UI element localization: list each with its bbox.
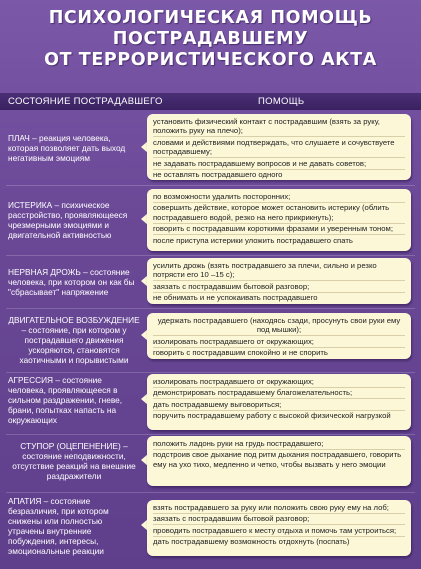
title-line-2: ПОСТРАДАВШЕМУ	[112, 29, 309, 49]
help-agitation	[147, 313, 411, 359]
help-item: совершить действие, которое может остановить истерику (облить пострадавшего водой, резко на него прикрикнуть);	[153, 203, 405, 224]
page-title	[0, 8, 421, 71]
help-item: демонстрировать пострадавшему благожелательность;	[153, 388, 405, 400]
help-item: не оставлять пострадавшего одного	[153, 170, 283, 179]
state-hysteria: ИСТЕРИКА – психическое расстройство, проявляющееся чрезмерными эмоциями и двигательной активностью	[8, 200, 128, 240]
help-item: по возможности удалить посторонних;	[153, 191, 405, 203]
state-stupor: СТУПОР (ОЦЕПЕНЕНИЕ) – состояние неподвижности, отсутствие реакций на внешние раздражители	[12, 441, 136, 481]
title-line-3: ОТ ТЕРРОРИСТИЧЕСКОГО АКТА	[44, 50, 377, 70]
state-apathy: АПАТИЯ – состояние безразличия, при котором снижены или полностью утрачены внутренние побуждения, интересы, эмоциональные реакции	[8, 496, 109, 556]
help-crying	[147, 114, 411, 180]
help-item: взять пострадавшего за руку или положить свою руку ему на лоб;	[153, 502, 405, 514]
help-item: не обнимать и не успокаивать пострадавшего	[153, 293, 318, 302]
help-item: усилить дрожь (взять пострадавшего за плечи, сильно и резко потрясти его 10 –15 с);	[153, 260, 405, 281]
state-aggression: АГРЕССИЯ – состояние человека, проявляющееся в сильном раздражении, гневе, брани, попытках напасть на окружающих	[8, 375, 123, 425]
row-divider	[6, 308, 415, 309]
help-item: дать пострадавшему возможность отдохнуть (поспать)	[153, 537, 350, 546]
help-item: не задавать пострадавшему вопросов и не давать советов;	[153, 158, 405, 170]
header-state: СОСТОЯНИЕ ПОСТРАДАВШЕГО	[8, 96, 163, 107]
help-item: дать пострадавшему выговориться;	[153, 399, 405, 411]
state-agitation: ДВИГАТЕЛЬНОЕ ВОЗБУЖДЕНИЕ – состояние, при котором у пострадавшего движения ускоряются, становятся хаотичными и порывистыми	[8, 315, 140, 365]
help-item: проводить пострадавшего к месту отдыха и помочь там устроиться;	[153, 525, 405, 537]
help-item: говорить с пострадавшим спокойно и не спорить	[153, 348, 328, 357]
help-item: положить ладонь руки на грудь пострадавшего;	[153, 438, 405, 450]
state-trembling: НЕРВНАЯ ДРОЖЬ – состояние человека, при котором он как бы "сбрасывает" напряжение	[8, 267, 135, 297]
help-stupor	[147, 436, 411, 486]
help-item: говорить с пострадавшим короткими фразами и уверенным тоном;	[153, 224, 405, 236]
help-item: поручить пострадавшему работу с высокой физической нагрузкой	[153, 411, 391, 420]
help-item: подстроив свое дыхание под ритм дыхания пострадавшего, говорить ему на ухо тихо, медленно и четко, чтобы вызвать у него эмоции	[153, 450, 402, 469]
state-crying: ПЛАЧ – реакция человека, которая позволяет дать выход негативным эмоциям	[8, 133, 126, 163]
header-help: ПОМОЩЬ	[258, 96, 305, 107]
row-divider	[6, 255, 415, 256]
help-item: установить физический контакт с пострадавшим (взять за руку, положить руку на плечо);	[153, 116, 405, 137]
row-divider	[6, 492, 415, 493]
row-divider	[6, 372, 415, 373]
help-item: заязать с пострадавшим бытовой разговор;	[153, 514, 405, 526]
help-item: после приступа истерики уложить пострадавшего спать	[153, 235, 353, 245]
help-item: удержать пострадавшего (находясь сзади, просунуть свои руки ему под мышки);	[153, 315, 405, 336]
help-hysteria	[147, 189, 411, 251]
help-apathy	[147, 500, 411, 556]
table-header	[0, 93, 421, 110]
row-divider	[6, 434, 415, 435]
help-item: изолировать пострадавшего от окружающих;	[153, 336, 405, 348]
title-line-1: ПСИХОЛОГИЧЕСКАЯ ПОМОЩЬ	[48, 8, 373, 28]
help-trembling	[147, 258, 411, 304]
row-divider	[6, 185, 415, 186]
help-aggression	[147, 374, 411, 430]
help-item: словами и действиями подтверждать, что слушаете и сочувствуете пострадавшему;	[153, 137, 405, 158]
help-item: изолировать пострадавшего от окружающих;	[153, 376, 405, 388]
help-item: заязать с пострадавшим бытовой разговор;	[153, 281, 405, 293]
